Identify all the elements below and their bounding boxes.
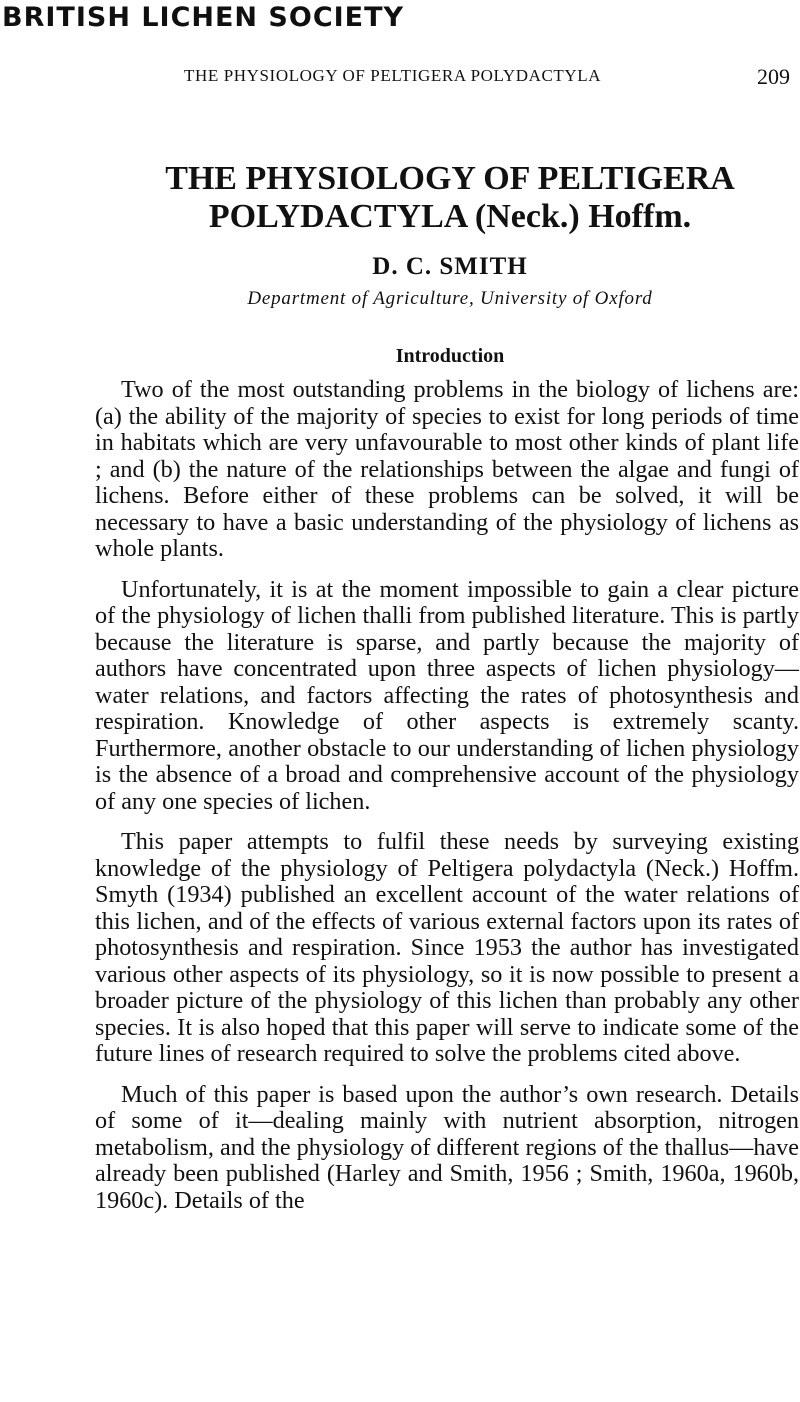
article-title [100,160,800,236]
article-body [95,377,799,1228]
author-affiliation: Department of Agriculture, University of Oxford [247,288,653,309]
section-heading-introduction: Introduction [395,345,505,367]
page-number: 209 [757,64,790,89]
paragraph-4: Much of this paper is based upon the author’s own research. Details of some of it—dealing mainly with nutrient absorption, nitrogen metabolism, and the physiology of different regions of the thallus—have already been published (Harley and Smith, 1956 ; Smith, 1960a, 1960b, 1960c). Details of the [95,1080,799,1214]
paragraph-2: Unfortunately, it is at the moment impossible to gain a clear picture of the physiology of lichen thalli from published literature. This is partly because the literature is sparse, and partly because the majority of authors have concentrated upon three aspects of lichen physiology—water relations, and factors affecting the rates of photosynthesis and respiration. Knowledge of other aspects is extremely scanty. Furthermore, another obstacle to our understanding of lichen physiology is the absence of a broad and comprehensive account of the physiology of any one species of lichen. [95,575,799,815]
paragraph-1: Two of the most outstanding problems in the biology of lichens are: (a) the ability of the majority of species to exist for long periods of time in habitats which are very unfavourable to most other kinds of plant life ; and (b) the nature of the relationships between the algae and fungi of lichens. Before either of these problems can be solved, it will be necessary to have a basic understanding of the physiology of lichens as whole plants. [95,376,799,562]
running-header [0,64,800,94]
article-title-line-1: THE PHYSIOLOGY OF PELTIGERA [165,160,735,197]
running-title: THE PHYSIOLOGY OF PELTIGERA POLYDACTYLA [184,66,602,85]
article-title-line-2: POLYDACTYLA (Neck.) Hoffm. [208,198,692,235]
author-name: D. C. SMITH [372,253,528,280]
paragraph-3: This paper attempts to fulfil these needs by surveying existing knowledge of the physiology of Peltigera polydactyla (Neck.) Hoffm. Smyth (1934) published an excellent account of the water relations of this lichen, and of the effects of various external factors upon its rates of photosynthesis and respiration. Since 1953 the author has investigated various other aspects of its physiology, so it is now possible to present a broader picture of the physiology of this lichen than probably any other species. It is also hoped that this paper will serve to indicate some of the future lines of research required to solve the problems cited above. [95,828,799,1067]
watermark-banner: BRITISH LICHEN SOCIETY [2,2,405,33]
